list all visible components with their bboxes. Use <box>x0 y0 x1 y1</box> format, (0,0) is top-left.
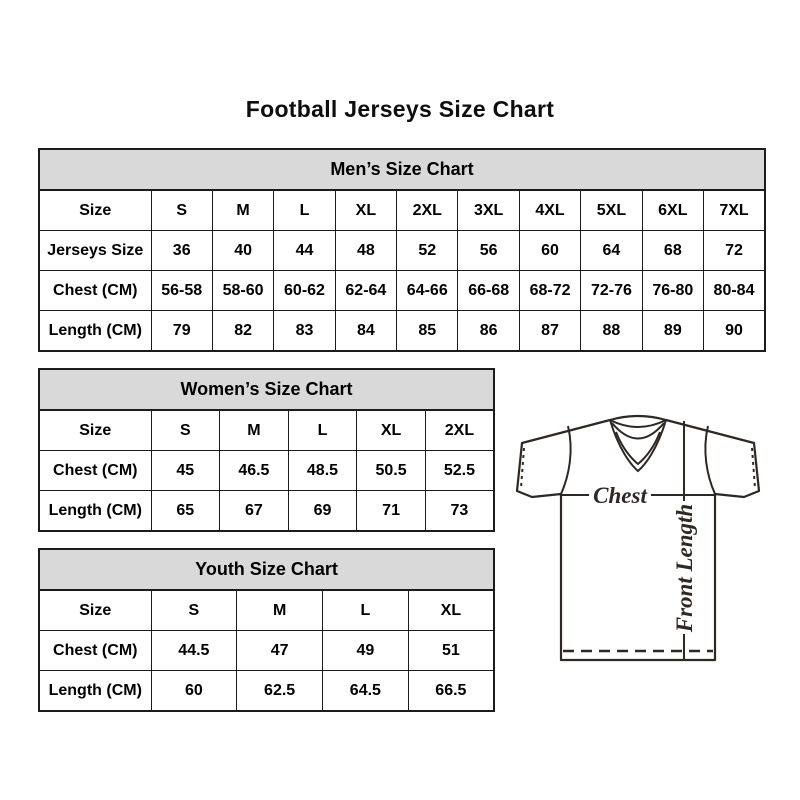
jersey-measurement-diagram <box>505 406 771 664</box>
table-title: Men’s Size Chart <box>39 149 765 190</box>
row-label: Length (CM) <box>39 311 151 352</box>
table-cell: 68 <box>642 231 703 271</box>
table-cell: 85 <box>397 311 458 352</box>
row-label: Length (CM) <box>39 671 151 712</box>
table-row <box>39 271 765 311</box>
table-title: Youth Size Chart <box>39 549 494 590</box>
table-cell: 2XL <box>425 410 494 451</box>
table-cell: 6XL <box>642 190 703 231</box>
table-cell: 82 <box>212 311 273 352</box>
table-cell: 56-58 <box>151 271 212 311</box>
table-cell: XL <box>335 190 396 231</box>
jersey-diagram-svg <box>505 406 771 664</box>
table-title: Women’s Size Chart <box>39 369 494 410</box>
chest-label: Chest <box>593 483 647 508</box>
table-title-row <box>39 369 494 410</box>
table-row <box>39 671 494 712</box>
front-length-label: Front Length <box>672 503 697 633</box>
table-cell: 71 <box>357 491 426 532</box>
table-cell: L <box>288 410 357 451</box>
table-cell: 60-62 <box>274 271 335 311</box>
table-cell: 60 <box>519 231 580 271</box>
table-title-row <box>39 149 765 190</box>
row-label: Size <box>39 190 151 231</box>
table-cell: 90 <box>704 311 765 352</box>
table-cell: 72 <box>704 231 765 271</box>
table-cell: 67 <box>220 491 289 532</box>
table-cell: 73 <box>425 491 494 532</box>
table-cell: 66-68 <box>458 271 519 311</box>
womens-size-chart-table <box>38 368 495 532</box>
table-cell: S <box>151 190 212 231</box>
table-cell: 83 <box>274 311 335 352</box>
table-title-row <box>39 549 494 590</box>
table-cell: 4XL <box>519 190 580 231</box>
table-cell: 56 <box>458 231 519 271</box>
table-cell: XL <box>357 410 426 451</box>
table-cell: M <box>237 590 323 631</box>
table-cell: 52.5 <box>425 451 494 491</box>
table-cell: 7XL <box>704 190 765 231</box>
table-row <box>39 491 494 532</box>
row-label: Chest (CM) <box>39 271 151 311</box>
table-cell: S <box>151 590 237 631</box>
table-cell: 46.5 <box>220 451 289 491</box>
table-cell: 72-76 <box>581 271 642 311</box>
table-row <box>39 631 494 671</box>
youth-size-table <box>38 548 495 712</box>
table-cell: 47 <box>237 631 323 671</box>
mens-size-chart-table <box>38 148 766 352</box>
mens-size-table <box>38 148 766 352</box>
table-cell: 86 <box>458 311 519 352</box>
table-cell: 45 <box>151 451 220 491</box>
table-cell: L <box>323 590 409 631</box>
table-cell: 50.5 <box>357 451 426 491</box>
table-cell: 64.5 <box>323 671 409 712</box>
table-cell: 62-64 <box>335 271 396 311</box>
youth-size-chart-table <box>38 548 495 712</box>
table-cell: 48 <box>335 231 396 271</box>
table-cell: 48.5 <box>288 451 357 491</box>
table-cell: 2XL <box>397 190 458 231</box>
table-cell: 49 <box>323 631 409 671</box>
table-cell: 65 <box>151 491 220 532</box>
table-cell: M <box>212 190 273 231</box>
table-cell: XL <box>408 590 494 631</box>
table-row <box>39 231 765 271</box>
table-cell: 64 <box>581 231 642 271</box>
table-cell: 76-80 <box>642 271 703 311</box>
table-cell: M <box>220 410 289 451</box>
table-cell: 60 <box>151 671 237 712</box>
table-row <box>39 590 494 631</box>
table-cell: 66.5 <box>408 671 494 712</box>
row-label: Length (CM) <box>39 491 151 532</box>
table-cell: 44 <box>274 231 335 271</box>
table-cell: 52 <box>397 231 458 271</box>
table-cell: 69 <box>288 491 357 532</box>
table-cell: 51 <box>408 631 494 671</box>
row-label: Size <box>39 410 151 451</box>
row-label: Chest (CM) <box>39 451 151 491</box>
table-row <box>39 451 494 491</box>
table-cell: 87 <box>519 311 580 352</box>
table-cell: 58-60 <box>212 271 273 311</box>
row-label: Jerseys Size <box>39 231 151 271</box>
table-cell: 5XL <box>581 190 642 231</box>
table-cell: 36 <box>151 231 212 271</box>
table-cell: 84 <box>335 311 396 352</box>
table-cell: 40 <box>212 231 273 271</box>
table-cell: S <box>151 410 220 451</box>
row-label: Size <box>39 590 151 631</box>
table-row <box>39 311 765 352</box>
table-cell: 3XL <box>458 190 519 231</box>
table-cell: 88 <box>581 311 642 352</box>
table-row <box>39 190 765 231</box>
table-cell: 64-66 <box>397 271 458 311</box>
womens-size-table <box>38 368 495 532</box>
table-cell: 44.5 <box>151 631 237 671</box>
table-cell: 62.5 <box>237 671 323 712</box>
table-cell: 68-72 <box>519 271 580 311</box>
page-title: Football Jerseys Size Chart <box>245 96 555 122</box>
table-row <box>39 410 494 451</box>
table-cell: 89 <box>642 311 703 352</box>
row-label: Chest (CM) <box>39 631 151 671</box>
table-cell: L <box>274 190 335 231</box>
table-cell: 79 <box>151 311 212 352</box>
table-cell: 80-84 <box>704 271 765 311</box>
jersey-outline <box>517 416 759 660</box>
